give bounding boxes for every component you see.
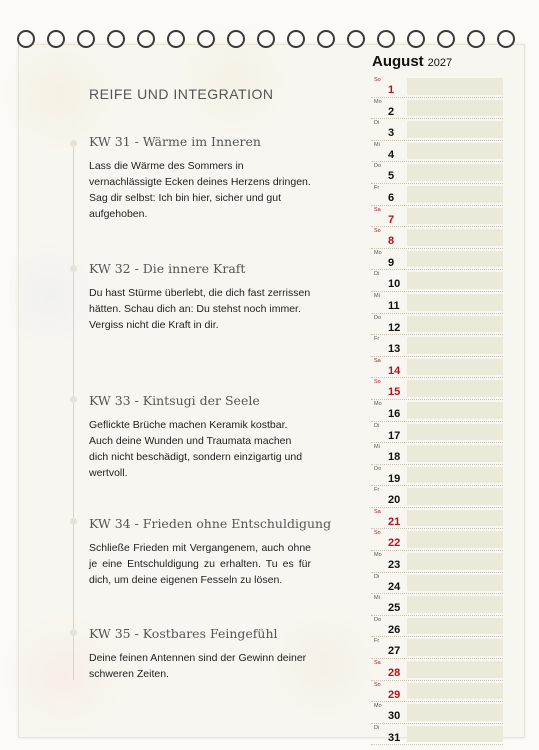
day-weekday: Di: [374, 120, 380, 127]
binding-ring-icon: [137, 30, 155, 48]
day-notes-field: [407, 618, 503, 635]
day-row: [371, 76, 503, 98]
calendar-header: [372, 53, 452, 71]
day-number: 4: [388, 148, 395, 161]
day-row: [371, 357, 503, 379]
day-weekday: Mi: [374, 292, 380, 299]
day-notes-field: [407, 575, 503, 592]
day-notes-field: [407, 380, 503, 397]
day-weekday: Fr: [374, 638, 380, 645]
day-row: [371, 508, 503, 530]
week-title: KW 31 - Wärme im Inneren: [89, 134, 261, 149]
day-weekday: So: [374, 530, 381, 537]
day-row: [371, 249, 503, 271]
day-number: 9: [388, 256, 395, 269]
day-weekday: Sa: [374, 660, 381, 667]
day-row: [371, 529, 503, 551]
floral-decoration: [9, 225, 89, 365]
day-notes-field: [407, 510, 503, 527]
day-row: [371, 594, 503, 616]
day-number: 23: [388, 559, 401, 572]
day-weekday: Di: [374, 573, 380, 580]
day-number: 20: [388, 494, 401, 507]
binding-ring-icon: [107, 30, 125, 48]
day-notes-field: [407, 704, 503, 721]
day-number: 29: [388, 688, 401, 701]
timeline-line: [73, 140, 74, 680]
day-number: 19: [388, 472, 401, 485]
day-notes-field: [407, 424, 503, 441]
day-number: 1: [388, 84, 395, 96]
day-weekday: Sa: [374, 508, 381, 515]
day-row: [371, 443, 503, 465]
calendar-month: August: [372, 53, 424, 70]
binding-ring-icon: [497, 30, 515, 48]
day-number: 21: [388, 515, 401, 528]
day-weekday: Di: [374, 422, 380, 429]
day-weekday: So: [374, 379, 381, 386]
week-title: KW 35 - Kostbares Feingefühl: [89, 626, 278, 641]
day-row: [371, 573, 503, 595]
binding-ring-icon: [17, 30, 35, 48]
day-row: [371, 335, 503, 357]
week-entry: [89, 134, 311, 222]
day-row: [371, 206, 503, 228]
day-weekday: So: [374, 228, 381, 235]
day-row: [371, 292, 503, 314]
day-number: 2: [388, 105, 395, 118]
week-title: KW 32 - Die innere Kraft: [89, 261, 246, 276]
day-notes-field: [407, 164, 503, 181]
binding-ring-icon: [167, 30, 185, 48]
day-notes-field: [407, 251, 503, 268]
day-row: [371, 98, 503, 120]
week-title: KW 34 - Frieden ohne Entschuldigung: [89, 516, 332, 531]
day-weekday: Mo: [374, 703, 382, 710]
day-row: [371, 422, 503, 444]
day-weekday: Mo: [374, 400, 382, 407]
day-notes-field: [407, 639, 503, 656]
day-number: 27: [388, 645, 401, 658]
day-number: 25: [388, 602, 401, 615]
day-row: [371, 270, 503, 292]
day-number: 11: [388, 299, 400, 312]
day-number: 14: [388, 364, 401, 377]
day-row: [371, 637, 503, 659]
week-text: Du hast Stürme überlebt, die dich fast zerrissen hätten. Schau dich an: Du stehst noch immer. Vergiss nicht die Kraft in dir.: [89, 287, 311, 331]
timeline-dot: [70, 396, 77, 403]
day-number: 13: [388, 343, 401, 356]
day-number: 10: [388, 278, 401, 291]
day-row: [371, 314, 503, 336]
day-notes-field: [407, 467, 503, 484]
week-entry: [89, 393, 311, 481]
day-weekday: So: [374, 77, 381, 83]
section-title: REIFE UND INTEGRATION: [89, 86, 274, 102]
binding-ring-icon: [317, 30, 335, 48]
day-number: 7: [388, 213, 395, 226]
timeline-dot: [70, 265, 77, 272]
week-text: Lass die Wärme des Sommers in vernachlässigte Ecken deines Herzens dringen. Sag dir selbst: Ich bin hier, sicher und gut aufgehoben.: [89, 160, 311, 220]
day-number: 24: [388, 580, 401, 593]
day-weekday: Do: [374, 465, 382, 472]
day-weekday: Mo: [374, 98, 382, 105]
binding-ring-icon: [407, 30, 425, 48]
spiral-binding: [0, 30, 539, 52]
binding-ring-icon: [197, 30, 215, 48]
day-notes-field: [407, 531, 503, 548]
day-row: [371, 378, 503, 400]
day-weekday: Sa: [374, 206, 381, 213]
day-row: [371, 162, 503, 184]
day-number: 15: [388, 386, 401, 399]
day-row: [371, 551, 503, 573]
day-notes-field: [407, 186, 503, 203]
binding-ring-icon: [467, 30, 485, 48]
week-text: Schließe Frieden mit Vergangenem, auch ohne je eine Entschuldigung zu erhalten. Tu es für dich, um deine eigenen Fesseln zu lösen.: [89, 542, 311, 586]
day-notes-field: [407, 402, 503, 419]
day-weekday: Mo: [374, 249, 382, 256]
day-notes-field: [407, 121, 503, 138]
day-notes-field: [407, 78, 503, 95]
day-notes-field: [407, 596, 503, 613]
day-number: 30: [388, 710, 401, 723]
calendar-year: 2027: [427, 57, 453, 69]
day-row: [371, 616, 503, 638]
binding-ring-icon: [257, 30, 275, 48]
binding-ring-icon: [287, 30, 305, 48]
day-row: [371, 141, 503, 163]
day-weekday: Di: [374, 724, 380, 731]
week-entry: [89, 626, 311, 682]
binding-ring-icon: [377, 30, 395, 48]
day-number: 22: [388, 537, 401, 550]
week-text: Deine feinen Antennen sind der Gewinn deiner schweren Zeiten.: [89, 652, 307, 680]
day-weekday: Mi: [374, 444, 380, 451]
day-notes-field: [407, 553, 503, 570]
day-row: [371, 486, 503, 508]
day-number: 3: [388, 127, 395, 140]
binding-ring-icon: [347, 30, 365, 48]
day-notes-field: [407, 272, 503, 289]
day-weekday: Mo: [374, 552, 382, 559]
week-title: KW 33 - Kintsugi der Seele: [89, 393, 260, 408]
day-number: 6: [388, 191, 395, 204]
day-notes-field: [407, 683, 503, 700]
day-list: [371, 76, 503, 745]
day-weekday: Do: [374, 163, 382, 170]
day-notes-field: [407, 229, 503, 246]
day-row: [371, 681, 503, 703]
day-number: 12: [388, 321, 401, 334]
day-number: 8: [388, 235, 395, 248]
day-weekday: Fr: [374, 184, 380, 191]
day-notes-field: [407, 359, 503, 376]
day-row: [371, 119, 503, 141]
day-row: [371, 400, 503, 422]
day-notes-field: [407, 294, 503, 311]
day-row: [371, 227, 503, 249]
day-number: 26: [388, 623, 401, 636]
day-number: 31: [388, 731, 401, 744]
day-number: 28: [388, 667, 401, 680]
day-notes-field: [407, 661, 503, 678]
day-weekday: Do: [374, 314, 382, 321]
day-notes-field: [407, 316, 503, 333]
day-number: 5: [388, 170, 395, 183]
week-entry: [89, 261, 311, 333]
day-notes-field: [407, 488, 503, 505]
day-weekday: Mi: [374, 141, 380, 148]
day-weekday: Mi: [374, 595, 380, 602]
day-notes-field: [407, 100, 503, 117]
day-row: [371, 724, 503, 746]
binding-ring-icon: [227, 30, 245, 48]
day-row: [371, 702, 503, 724]
day-weekday: Fr: [374, 487, 380, 494]
day-notes-field: [407, 143, 503, 160]
day-row: [371, 184, 503, 206]
day-notes-field: [407, 445, 503, 462]
day-weekday: Di: [374, 271, 380, 278]
day-notes-field: [407, 208, 503, 225]
day-notes-field: [407, 726, 503, 743]
binding-ring-icon: [77, 30, 95, 48]
timeline-dot: [70, 140, 77, 147]
day-number: 18: [388, 451, 401, 464]
day-number: 16: [388, 407, 401, 420]
week-entry: [89, 516, 332, 588]
day-weekday: Sa: [374, 357, 381, 364]
day-weekday: Fr: [374, 336, 380, 343]
timeline-dot: [70, 518, 77, 525]
timeline-dot: [70, 629, 77, 636]
day-row: [371, 465, 503, 487]
binding-ring-icon: [437, 30, 455, 48]
day-notes-field: [407, 337, 503, 354]
binding-ring-icon: [47, 30, 65, 48]
day-weekday: So: [374, 681, 381, 688]
day-number: 17: [388, 429, 401, 442]
week-text: Geflickte Brüche machen Keramik kostbar. Auch deine Wunden und Traumata machen dich nicht beschädigt, sondern einzigartig und wertvoll.: [89, 419, 303, 479]
day-weekday: Do: [374, 616, 382, 623]
day-row: [371, 659, 503, 681]
